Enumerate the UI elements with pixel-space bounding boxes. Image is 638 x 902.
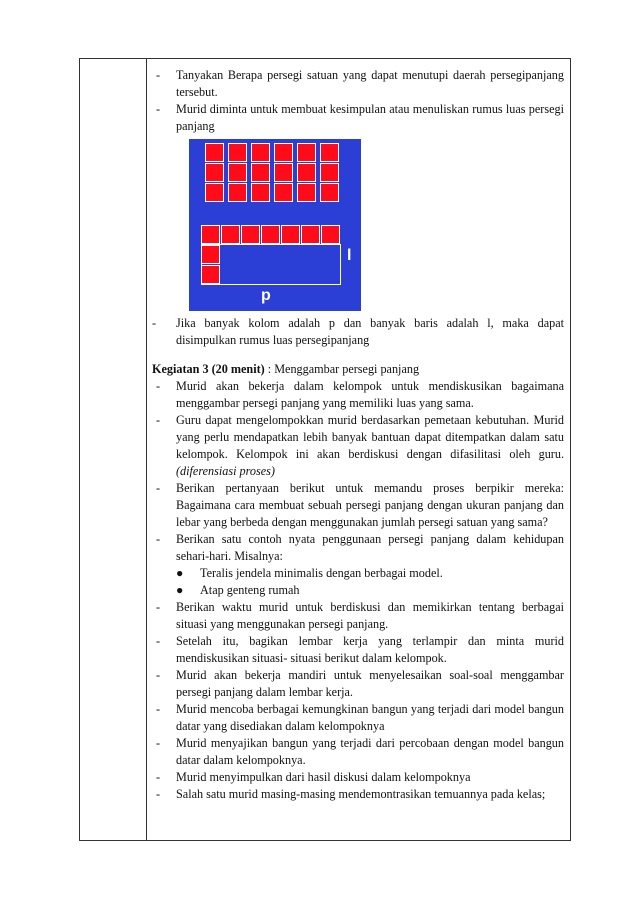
bullet-marker: ●	[176, 583, 184, 597]
rectangle-area-figure	[189, 139, 361, 311]
unit-square	[274, 143, 293, 162]
unit-square	[297, 163, 316, 182]
unit-square	[201, 225, 220, 244]
unit-square	[261, 225, 280, 244]
rectangle-outline	[201, 244, 341, 285]
unit-square	[221, 225, 240, 244]
dash-marker: -	[156, 770, 161, 784]
item-text: Guru dapat mengelompokkan murid berdasarkan pemetaan kebutuhan. Murid yang perlu mendapatkan lebih banyak bantuan dapat ditempatkan dalam satu kelompok. Kelompok ini akan berdiskusi dengan difasilitasi oleh guru.	[176, 413, 564, 461]
unit-square	[274, 163, 293, 182]
list-item	[152, 412, 564, 480]
list-item	[152, 667, 564, 701]
item-text: Tanyakan Berapa persegi satuan yang dapat menutupi daerah persegipanjang tersebut.	[176, 68, 564, 99]
item-text: Jika banyak kolom adalah p dan banyak baris adalah l, maka dapat disimpulkan rumus luas persegipanjang	[176, 316, 564, 347]
list-item	[152, 701, 564, 735]
unit-square	[301, 225, 320, 244]
unit-square	[320, 143, 339, 162]
unit-square	[297, 143, 316, 162]
unit-square	[251, 163, 270, 182]
unit-square	[228, 163, 247, 182]
unit-square	[281, 225, 300, 244]
unit-square	[320, 183, 339, 202]
section-heading	[152, 361, 564, 378]
dash-marker: -	[156, 736, 161, 750]
item-text: Berikan satu contoh nyata penggunaan persegi panjang dalam kehidupan sehari-hari. Misalnya:	[176, 532, 564, 563]
item-text: Murid akan bekerja dalam kelompok untuk mendiskusikan bagaimana menggambar persegi panjang yang memiliki luas yang sama.	[176, 379, 564, 410]
dash-marker: -	[156, 481, 161, 495]
list-item	[152, 315, 564, 349]
dash-marker: -	[156, 379, 161, 393]
section-title: Kegiatan 3 (20 menit)	[152, 362, 265, 376]
dash-marker: -	[156, 68, 161, 82]
item-note: (diferensiasi proses)	[176, 464, 275, 478]
item-text: Murid menyimpulkan dari hasil diskusi dalam kelompoknya	[176, 770, 471, 784]
bullet-marker: ●	[176, 566, 184, 580]
dash-marker: -	[156, 702, 161, 716]
section-subtitle: : Menggambar persegi panjang	[264, 362, 420, 376]
unit-square	[228, 143, 247, 162]
item-text: Murid akan bekerja mandiri untuk menyelesaikan soal-soal menggambar persegi panjang dalam lembar kerja.	[176, 668, 564, 699]
dash-marker: -	[156, 102, 161, 116]
bullet-text: Atap genteng rumah	[200, 583, 300, 597]
item-text: Salah satu murid masing-masing mendemontrasikan temuannya pada kelas;	[176, 787, 546, 801]
label-l: l	[347, 247, 352, 264]
unit-square	[297, 183, 316, 202]
dash-marker: -	[156, 532, 161, 546]
item-text: Berikan pertanyaan berikut untuk memandu proses berpikir mereka: Bagaimana cara membuat sebuah persegi panjang dengan ukuran panjang dan lebar yang berbeda dengan menggunakan jumlah persegi satuan yang sama?	[176, 481, 564, 529]
list-item	[152, 599, 564, 633]
list-item	[152, 531, 564, 599]
dash-marker: -	[156, 600, 161, 614]
unit-square	[201, 265, 220, 284]
unit-square	[241, 225, 260, 244]
list-item	[152, 633, 564, 667]
bullet-text: Teralis jendela minimalis dengan berbagai model.	[200, 566, 443, 580]
list-item	[152, 786, 564, 803]
list-item	[152, 480, 564, 531]
dash-marker: -	[156, 634, 161, 648]
unit-square	[205, 143, 224, 162]
dash-marker: -	[156, 413, 161, 427]
dash-marker: -	[152, 316, 157, 330]
item-text: Murid menyajikan bangun yang terjadi dari percobaan dengan model bangun datar dalam kelompoknya.	[176, 736, 564, 767]
item-text: Murid mencoba berbagai kemungkinan bangun yang terjadi dari model bangun datar yang disediakan dalam kelompoknya	[176, 702, 564, 733]
list-item	[152, 378, 564, 412]
list-item	[152, 101, 564, 135]
unit-square	[205, 163, 224, 182]
unit-square	[320, 163, 339, 182]
unit-square	[228, 183, 247, 202]
item-text: Murid diminta untuk membuat kesimpulan atau menuliskan rumus luas persegi panjang	[176, 102, 564, 133]
column-divider	[146, 59, 147, 840]
unit-square	[201, 245, 220, 264]
list-item	[152, 67, 564, 101]
unit-square	[321, 225, 340, 244]
list-item	[152, 769, 564, 786]
list-item	[152, 735, 564, 769]
bullet-item	[176, 582, 564, 599]
unit-square	[274, 183, 293, 202]
lesson-table	[79, 58, 571, 841]
dash-marker: -	[156, 787, 161, 801]
item-text: Setelah itu, bagikan lembar kerja yang terlampir dan minta murid mendiskusikan situasi- situasi berikut dalam kelompok.	[176, 634, 564, 665]
label-p: p	[261, 287, 271, 304]
lesson-content	[152, 67, 564, 803]
bullet-item	[176, 565, 564, 582]
item-text: Berikan waktu murid untuk berdiskusi dan memikirkan tentang berbagai situasi yang menggunakan persegi panjang.	[176, 600, 564, 631]
dash-marker: -	[156, 668, 161, 682]
unit-square	[205, 183, 224, 202]
unit-square	[251, 183, 270, 202]
unit-square	[251, 143, 270, 162]
